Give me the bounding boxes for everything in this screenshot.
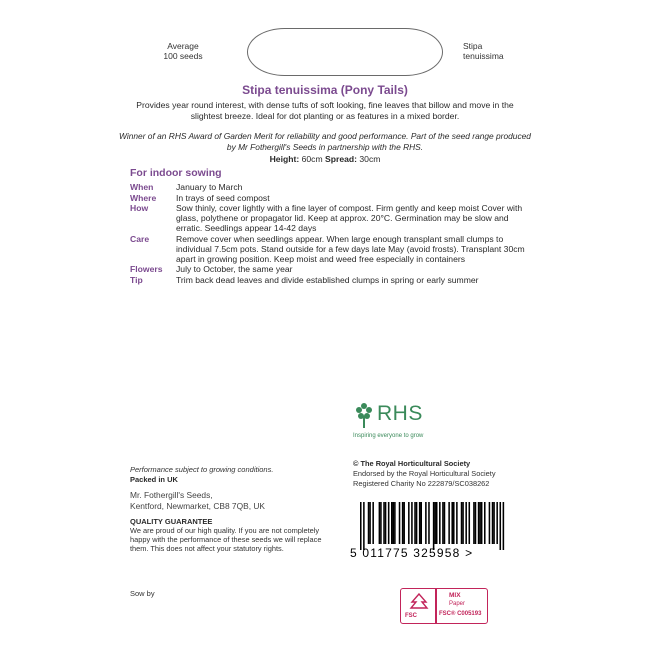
barcode-bar xyxy=(478,502,480,544)
rhs-logo-text: RHS xyxy=(377,402,423,425)
packed-in: Packed in UK xyxy=(130,475,178,484)
award-text: Winner of an RHS Award of Garden Merit for reliability and good performance. Part of the seed range produced by Mr Fothergill's Seeds in partnership with the RHS. xyxy=(119,131,531,152)
barcode-bar xyxy=(473,502,475,544)
row-value: In trays of seed compost xyxy=(176,192,270,203)
seed-count: Average 100 seeds xyxy=(163,41,203,61)
barcode-bar xyxy=(453,502,455,544)
barcode-bar xyxy=(408,502,410,544)
instructions-table xyxy=(130,182,525,285)
row-when xyxy=(130,182,525,192)
barcode xyxy=(348,500,512,560)
sow-by-label: Sow by xyxy=(130,589,155,598)
barcode-bar xyxy=(414,502,416,544)
barcode-bar xyxy=(492,502,494,544)
barcode-bar xyxy=(416,502,418,544)
barcode-bar xyxy=(380,502,382,544)
quality-guarantee-title: QUALITY GUARANTEE xyxy=(130,517,213,526)
barcode-bar xyxy=(363,502,365,550)
row-key: Flowers xyxy=(130,264,163,274)
row-key: How xyxy=(130,203,149,213)
row-tip xyxy=(130,275,525,285)
barcode-digits: 5 011775 325958 > xyxy=(350,546,474,560)
barcode-bar xyxy=(391,502,393,544)
barcode-bar xyxy=(399,502,401,544)
barcode-bar xyxy=(465,502,467,544)
barcode-bar xyxy=(442,502,444,544)
row-key: Care xyxy=(130,233,150,244)
section-title: For indoor sowing xyxy=(130,167,222,179)
product-title: Stipa tenuissima (Pony Tails) xyxy=(242,83,408,97)
packet-window xyxy=(247,28,443,76)
row-key: Tip xyxy=(130,274,143,285)
row-value: January to March xyxy=(176,182,243,192)
barcode-bar xyxy=(444,502,446,544)
barcode-bar xyxy=(489,502,491,544)
spread-label: Spread: xyxy=(325,154,357,164)
row-value: Trim back dead leaves and divide established clumps in spring or early summer xyxy=(176,274,479,285)
barcode-bar xyxy=(433,502,435,550)
barcode-bar xyxy=(402,502,404,544)
row-where xyxy=(130,193,525,203)
barcode-bar xyxy=(369,502,371,544)
barcode-bar xyxy=(368,502,370,544)
barcode-bar xyxy=(393,502,395,544)
rhs-charity: Registered Charity No 222879/SC038262 xyxy=(353,479,490,488)
barcode-bar xyxy=(420,502,422,544)
fsc-code: FSC® C005193 xyxy=(439,611,482,617)
rhs-endorsed: Endorsed by the Royal Horticultural Society xyxy=(353,469,496,478)
barcode-bar xyxy=(425,502,427,544)
barcode-bar xyxy=(461,502,463,544)
row-value: Sow thinly, cover lightly with a fine layer of compost. Firm gently and keep moist Cover with glass, polythene or propagator lid. Keep at approx. 20°C. Germination may be slow and erratic. Seedlings appear 14-42 days xyxy=(176,203,523,233)
barcode-bar xyxy=(500,502,502,550)
barcode-bar xyxy=(388,502,390,544)
barcode-bar xyxy=(503,502,505,550)
barcode-bar xyxy=(456,502,458,544)
barcode-bar xyxy=(439,502,441,544)
spread-value: 30cm xyxy=(359,154,381,164)
barcode-bar xyxy=(451,502,453,544)
barcode-bar xyxy=(379,502,381,544)
fsc-mix: MIX xyxy=(449,592,461,599)
fsc-tree-icon xyxy=(409,593,429,611)
height-spread xyxy=(0,154,650,164)
fsc-divider xyxy=(435,589,437,623)
row-care xyxy=(130,234,525,264)
barcode-bar xyxy=(493,502,495,544)
fsc-paper: Paper xyxy=(449,601,466,607)
height-value: 60cm xyxy=(301,154,323,164)
barcode-bar xyxy=(448,502,450,544)
barcode-bar xyxy=(419,502,421,544)
barcode-bar xyxy=(434,502,436,544)
address-line: Mr. Fothergill's Seeds, xyxy=(130,490,213,500)
barcode-bar xyxy=(462,502,464,544)
row-value: Remove cover when seedlings appear. When large enough transplant small clumps to individual 7.5cm pots. Stand outside for a few days late May (avoid frosts). Transplant 30cm apart in growing position. Keep moist and weed free especially in containers xyxy=(176,233,525,264)
barcode-bar xyxy=(428,502,430,544)
barcode-bar xyxy=(479,502,481,544)
barcode-bar xyxy=(403,502,405,544)
species-name: Stipa tenuissima xyxy=(463,41,504,61)
row-key: When xyxy=(130,182,154,192)
company-address xyxy=(130,490,265,512)
barcode-bar xyxy=(484,502,486,544)
fsc-word: FSC xyxy=(405,613,417,619)
barcode-bar xyxy=(475,502,477,544)
row-key: Where xyxy=(130,192,157,203)
barcode-bar xyxy=(411,502,413,544)
height-label: Height: xyxy=(269,154,300,164)
row-flowers xyxy=(130,264,525,274)
intro-text: Provides year round interest, with dense tufts of soft looking, fine leaves that billow and move in the slightest breeze. Ideal for dot planting or as features in a mixed border. xyxy=(136,100,514,121)
row-value: July to October, the same year xyxy=(176,264,293,274)
barcode-bar xyxy=(385,502,387,544)
barcode-bar xyxy=(383,502,385,544)
barcode-bar xyxy=(372,502,374,544)
barcode-bar xyxy=(496,502,498,544)
quality-guarantee-text: We are proud of our high quality. If you are not completely happy with the performance of these seeds we will replace them. This does not affect your statutory rights. xyxy=(130,526,322,553)
fsc-label xyxy=(400,588,488,624)
barcode-bar xyxy=(481,502,483,544)
barcode-bar xyxy=(436,502,438,544)
barcode-bar xyxy=(360,502,362,550)
rhs-tagline: Inspiring everyone to grow xyxy=(353,433,424,439)
barcode-bars xyxy=(348,500,512,560)
row-how xyxy=(130,203,525,233)
performance-note: Performance subject to growing conditions. xyxy=(130,465,274,474)
barcode-bar xyxy=(394,502,396,544)
address-line: Kentford, Newmarket, CB8 7QB, UK xyxy=(130,501,265,511)
rhs-copyright: © The Royal Horticultural Society xyxy=(353,459,471,468)
barcode-bar xyxy=(469,502,471,544)
